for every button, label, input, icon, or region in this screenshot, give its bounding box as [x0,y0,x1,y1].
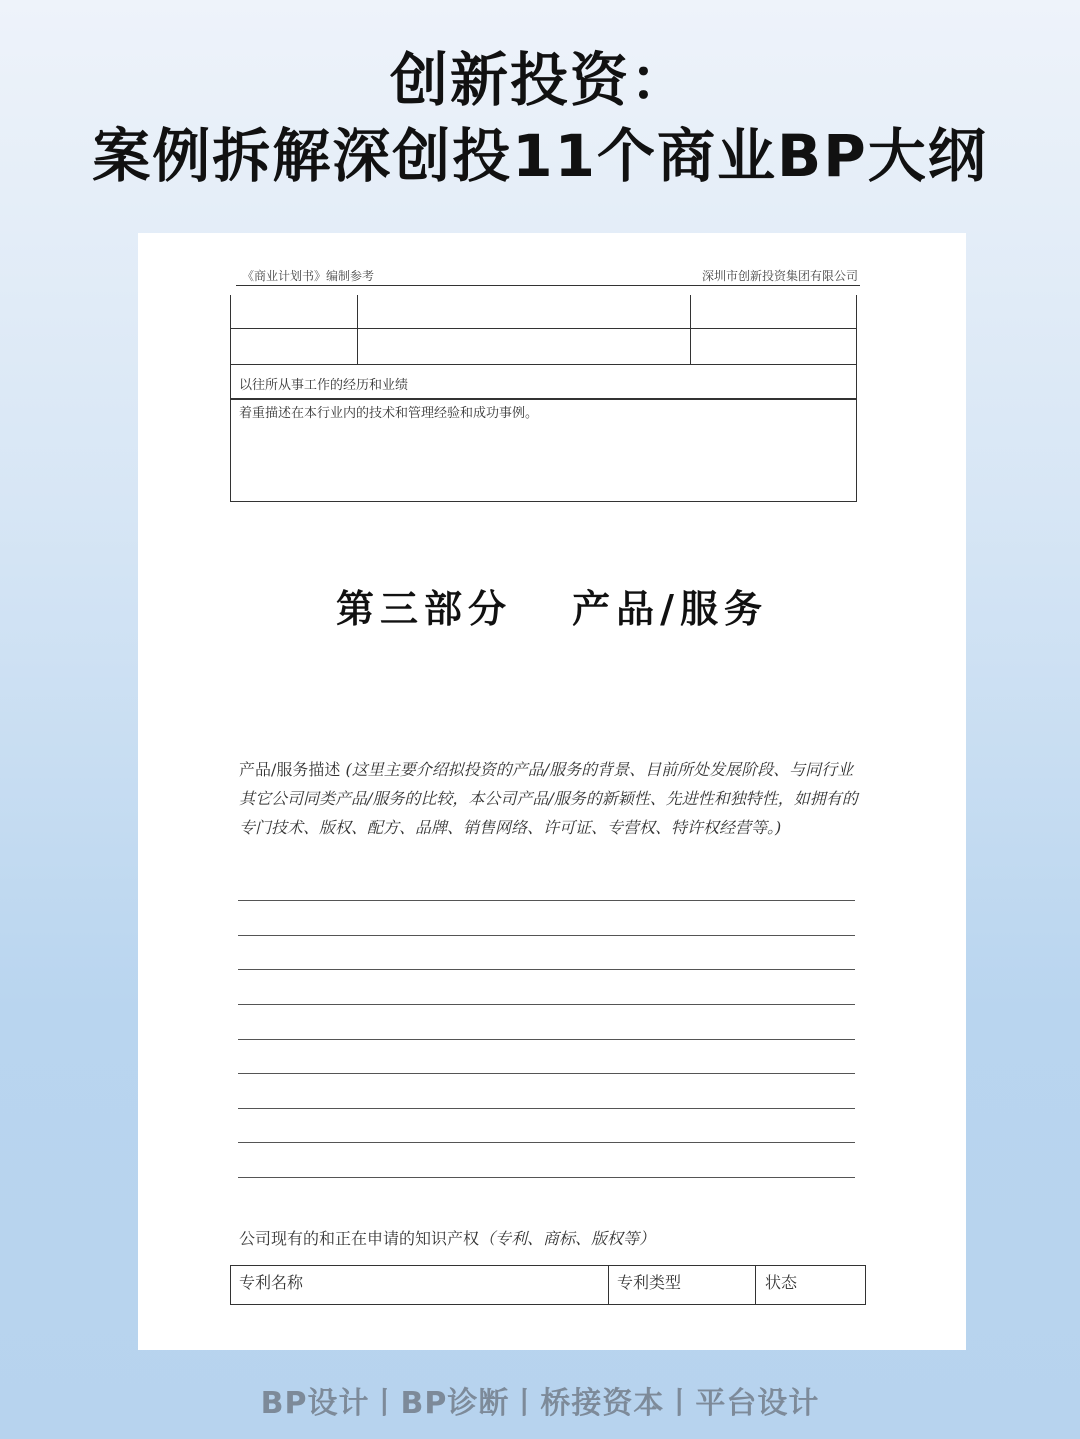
patent-table-divider [608,1266,609,1304]
patent-col-status: 状态 [765,1273,798,1292]
writing-line [238,935,855,936]
section-name: 产品/服务 [572,586,768,631]
writing-line [238,900,855,901]
experience-label: 以往所从事工作的经历和业绩 [239,378,409,393]
ip-heading [239,1226,655,1249]
ip-hint: （专利、商标、版权等） [479,1229,656,1248]
patent-col-type: 专利类型 [617,1273,682,1292]
patent-table-divider [755,1266,756,1304]
page-title-line2: 案例拆解深创投11个商业BP大纲 [92,122,988,190]
running-header-right: 深圳市创新投资集团有限公司 [701,269,858,283]
experience-row [230,364,857,400]
writing-line [238,1108,855,1109]
document-page [138,233,966,1350]
patent-col-name: 专利名称 [239,1273,304,1292]
patent-table [230,1265,866,1305]
writing-line [238,1039,855,1040]
product-description [239,755,869,842]
writing-line [238,1142,855,1143]
ip-label: 公司现有的和正在申请的知识产权 [239,1229,480,1248]
writing-line [238,969,855,970]
header-rule [236,285,860,286]
team-table-divider [357,295,358,365]
team-table-divider [690,295,691,365]
product-desc-label: 产品/服务描述 [239,760,341,779]
footer-tagline: BP设计丨BP诊断丨桥接资本丨平台设计 [260,1386,820,1421]
experience-box [230,398,857,502]
experience-hint: 着重描述在本行业内的技术和管理经验和成功事例。 [239,406,539,421]
writing-line [238,1073,855,1074]
running-header-left: 《商业计划书》编制参考 [242,269,375,283]
product-desc-hint: (这里主要介绍拟投资的产品/服务的背景、目前所处发展阶段、与同行业其它公司同类产品/服务的比较，本公司产品/服务的新颖性、先进性和独特性，如拥有的专门技术、版权、配方、品牌、销售网络、许可证、专营权、特许权经营等。) [239,760,858,837]
writing-line [238,1004,855,1005]
page-title-line1: 创新投资： [389,46,690,114]
section-title [138,578,966,633]
section-part: 第三部分 [336,586,513,631]
writing-line [238,1177,855,1178]
team-table-row-line [231,328,856,329]
team-table [230,295,857,365]
